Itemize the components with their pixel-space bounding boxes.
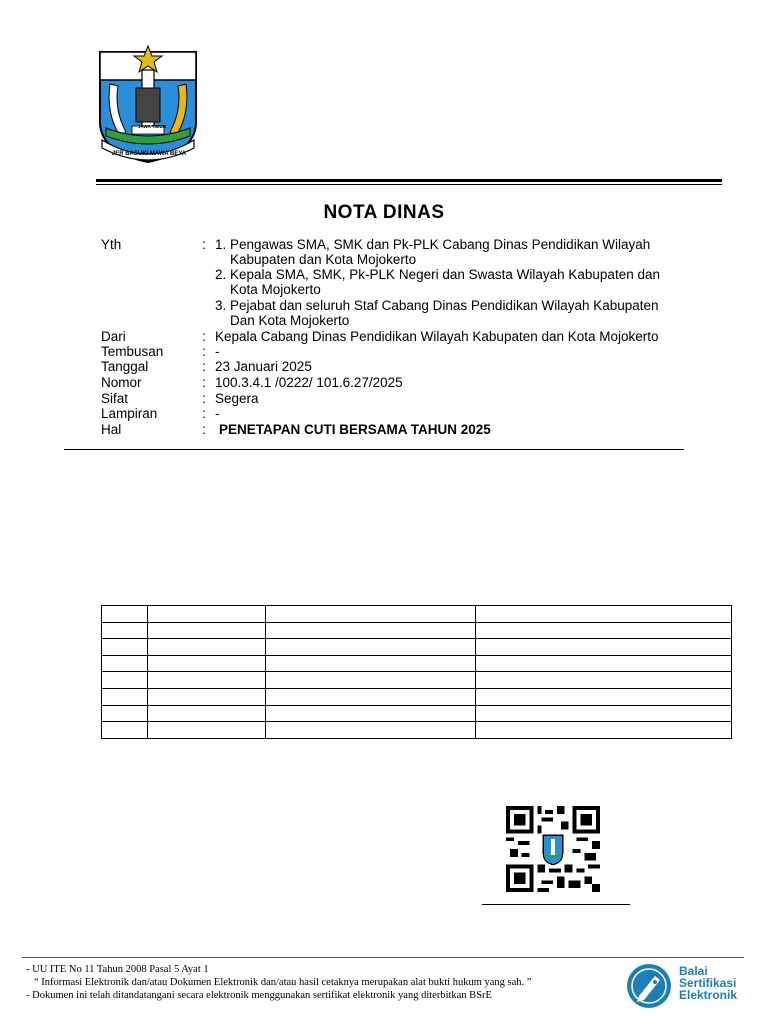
table-row xyxy=(102,606,732,623)
footer-law-reference: - UU ITE No 11 Tahun 2008 Pasal 5 Ayat 1 xyxy=(26,964,209,975)
field-dari-value: Kepala Cabang Dinas Pendidikan Wilayah Kabupaten dan Kota Mojokerto xyxy=(215,329,659,344)
table-row xyxy=(102,622,732,639)
field-nomor-colon: : xyxy=(202,375,206,390)
field-dari-colon: : xyxy=(202,329,206,344)
table-row xyxy=(102,655,732,672)
recipient-2-line1: Kepala SMA, SMK, Pk-PLK Negeri dan Swasta Wilayah Kabupaten dan xyxy=(230,267,660,282)
recipient-2-number: 2. xyxy=(215,267,227,282)
field-sifat-colon: : xyxy=(202,391,206,406)
bsre-text-line3: Elektronik xyxy=(679,988,738,1002)
recipient-2-line2: Kota Mojokerto xyxy=(230,282,321,297)
field-dari-label: Dari xyxy=(101,329,126,344)
data-table xyxy=(101,605,732,739)
table-row xyxy=(102,705,732,722)
recipient-1-line2: Kabupaten dan Kota Mojokerto xyxy=(230,252,417,267)
header-rule-thin xyxy=(96,184,722,185)
yth-label: Yth xyxy=(101,237,122,252)
field-lampiran-colon: : xyxy=(202,406,206,421)
field-nomor-label: Nomor xyxy=(101,375,142,390)
bsre-pen-icon xyxy=(625,962,673,1010)
field-tanggal-label: Tanggal xyxy=(101,359,149,374)
field-tanggal-value: 23 Januari 2025 xyxy=(215,359,312,374)
field-tembusan-value: - xyxy=(215,344,220,359)
field-nomor-value: 100.3.4.1 /0222/ 101.6.27/2025 xyxy=(215,375,403,390)
memo-title: NOTA DINAS xyxy=(323,202,445,223)
field-sifat-value: Segera xyxy=(215,391,259,406)
recipient-3-line2: Dan Kota Mojokerto xyxy=(230,313,350,328)
field-hal-colon: : xyxy=(202,422,206,437)
qr-code xyxy=(505,806,601,892)
table-row xyxy=(102,722,732,739)
recipient-3-line1: Pejabat dan seluruh Staf Cabang Dinas Pendidikan Wilayah Kabupaten xyxy=(230,298,659,313)
bsre-text-line1: Balai xyxy=(679,964,708,978)
logo-motto-text: JER BASUKI MAWA BEYA xyxy=(111,151,187,157)
table-row xyxy=(102,639,732,656)
yth-colon: : xyxy=(202,237,206,252)
field-hal-label: Hal xyxy=(101,422,122,437)
table-row xyxy=(102,688,732,705)
field-tembusan-label: Tembusan xyxy=(101,344,164,359)
signature-line xyxy=(482,904,630,905)
field-tembusan-colon: : xyxy=(202,344,206,359)
logo-ribbon-text: JAWA TIMUR xyxy=(137,124,167,129)
recipient-1-number: 1. xyxy=(215,237,227,252)
divider-rule xyxy=(64,449,684,450)
footer-rule xyxy=(22,957,744,958)
field-lampiran-value: - xyxy=(215,406,220,421)
field-lampiran-label: Lampiran xyxy=(101,406,158,421)
recipient-3-number: 3. xyxy=(215,298,227,313)
field-sifat-label: Sifat xyxy=(101,391,129,406)
recipient-1-line1: Pengawas SMA, SMK dan Pk-PLK Cabang Dinas Pendidikan Wilayah xyxy=(230,237,651,252)
east-java-crest-logo xyxy=(96,44,200,164)
footer-quote: “ Informasi Elektronik dan/atau Dokumen Elektronik dan/atau hasil cetaknya merupakan alat bukti hukum yang sah. ” xyxy=(34,977,532,988)
header-rule-thick xyxy=(96,179,722,182)
bsre-text-line2: Sertifikasi xyxy=(679,976,737,990)
field-hal-value: PENETAPAN CUTI BERSAMA TAHUN 2025 xyxy=(219,422,491,437)
table-row xyxy=(102,672,732,689)
footer-signature-note: - Dokumen ini telah ditandatangani secara elektronik menggunakan sertifikat elektronik yang diterbitkan BSrE xyxy=(26,990,492,1001)
field-tanggal-colon: : xyxy=(202,359,206,374)
